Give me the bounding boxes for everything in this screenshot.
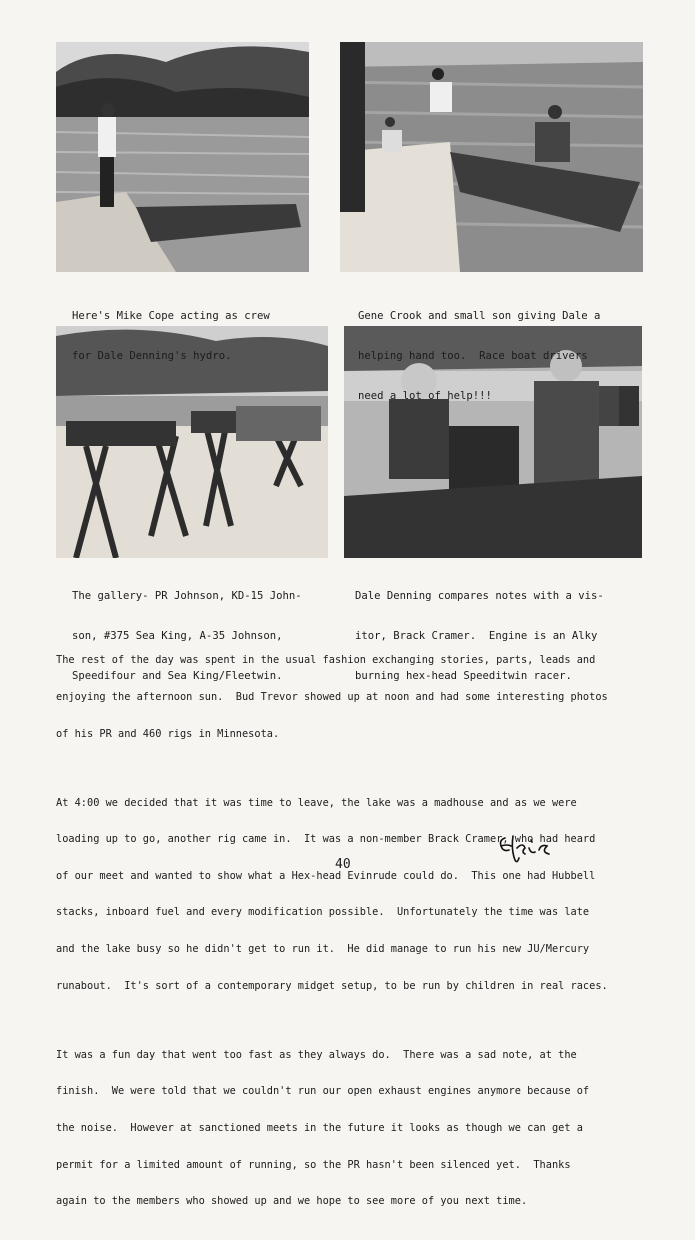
caption-line: helping hand too. Race boat drivers [358,350,588,363]
text-line: runabout. It's sort of a contemporary midget setup, to be run by children in real races. [56,979,608,992]
text-line: stacks, inboard fuel and every modification possible. Unfortunately the time was late [56,906,590,919]
caption-line: need a lot of help!!! [358,390,492,403]
caption-line: Dale Denning compares notes with a vis- [355,589,604,602]
signature-icon [495,830,555,866]
caption-line: The gallery- PR Johnson, KD-15 John- [72,589,302,602]
paragraph-3 [56,1024,646,1231]
text-line: and the lake busy so he didn't get to run it. He did manage to run his new JU/Mercury [56,943,590,956]
text-line: It was a fun day that went too fast as they always do. There was a sad note, at the [56,1048,577,1061]
caption-line: Gene Crook and small son giving Dale a [358,309,601,322]
caption-line: itor, Brack Cramer. Engine is an Alky [355,630,598,643]
text-line: of our meet and wanted to show what a Hex-head Evinrude could do. This one had Hubbell [56,869,596,882]
caption-line: son, #375 Sea King, A-35 Johnson, [72,630,283,643]
photo-dock-family-boat [340,42,643,272]
paragraph-2 [56,772,646,1016]
text-line: permit for a limited amount of running, so the PR hasn't been silenced yet. Thanks [56,1158,571,1171]
caption-line: Here's Mike Cope acting as crew [72,309,270,322]
text-line: again to the members who showed up and we hope to see more of you next time. [56,1195,528,1208]
text-line: of his PR and 460 rigs in Minnesota. [56,727,280,740]
text-line: enjoying the afternoon sun. Bud Trevor showed up at noon and had some interesting photos [56,691,608,704]
page-number: 40 [335,857,351,872]
caption-line: for Dale Denning's hydro. [72,350,232,363]
text-line: The rest of the day was spent in the usual fashion exchanging stories, parts, leads and [56,654,596,667]
article-body [56,630,646,1240]
text-line: finish. We were told that we couldn't run our open exhaust engines anymore because of [56,1085,590,1098]
paragraph-1 [56,630,646,764]
dock-family-boat-photo-icon [340,42,643,272]
dock-man-hydro-photo-icon [56,42,309,272]
caption-line: burning hex-head Speeditwin racer. [355,670,572,683]
text-line: loading up to go, another rig came in. It was a non-member Brack Cramer, who had heard [56,833,596,846]
photo-caption-2 [358,283,600,417]
text-line: the noise. However at sanctioned meets in the future it looks as though we can get a [56,1121,583,1134]
photo-dock-man-hydro [56,42,309,272]
photo-caption-1 [72,283,270,377]
caption-line: Speedifour and Sea King/Fleetwin. [72,670,283,683]
text-line: At 4:00 we decided that it was time to leave, the lake was a madhouse and as we were [56,796,577,809]
